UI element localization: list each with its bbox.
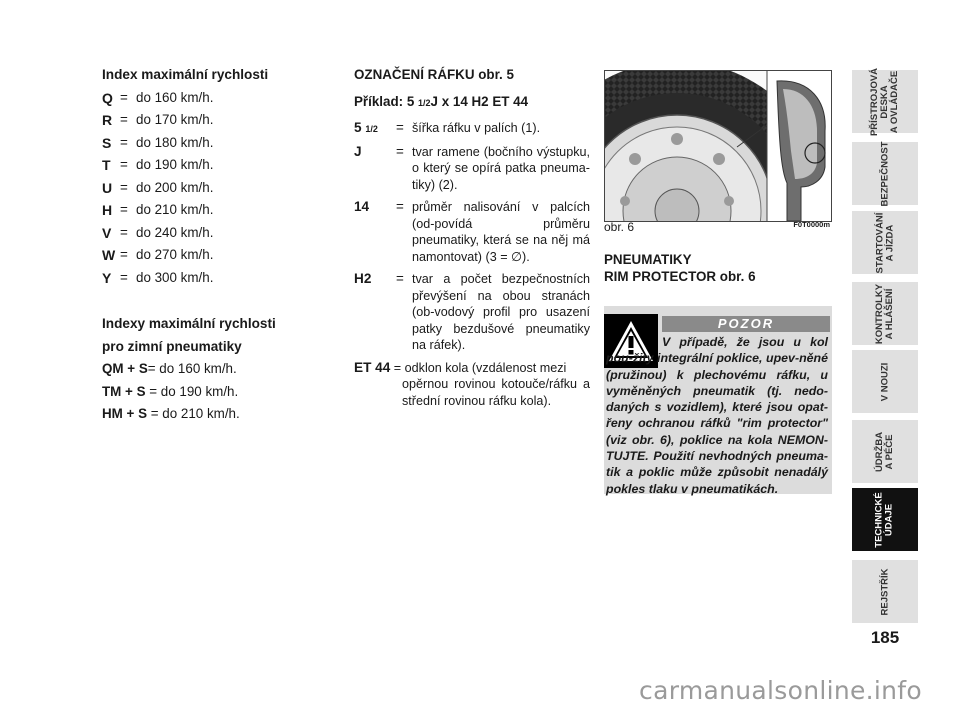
warning-box xyxy=(604,306,832,494)
chapter-tab[interactable] xyxy=(852,282,918,345)
figure-code: F0T0000m xyxy=(793,220,830,229)
chapter-tab[interactable] xyxy=(852,211,918,274)
rim-protector-title-1: PNEUMATIKY xyxy=(604,252,692,267)
chapter-tab-line: TECHNICKÉ xyxy=(873,491,885,548)
speed-index-section xyxy=(102,64,322,426)
chapter-tab-line: DESKA xyxy=(879,84,891,119)
rim-def-term xyxy=(354,144,396,194)
speed-eq: = xyxy=(120,157,128,172)
chapter-tab-line: A JÍZDA xyxy=(884,224,895,261)
rim-def-desc: průměr nalisování v palcích (od-povídá průměru pneumatiky, která se na něj má namontovat) (3 = ∅). xyxy=(412,200,590,264)
chapter-tab-line: REJSTŘÍK xyxy=(878,568,890,615)
rim-def-frac: 1/2 xyxy=(365,124,378,134)
chapter-tab-label xyxy=(880,141,890,206)
speed-eq: = xyxy=(120,179,128,195)
chapter-tab-line: PŘÍSTROJOVÁ xyxy=(869,67,881,136)
speed-value: do 300 km/h. xyxy=(136,269,214,285)
speed-code: T xyxy=(102,157,111,173)
speed-index-row xyxy=(102,87,322,110)
speed-code: Q xyxy=(102,89,113,106)
chapter-tab-label xyxy=(880,568,890,615)
watermark: carmanualsonline.info xyxy=(639,676,922,705)
speed-index-row xyxy=(102,199,322,222)
speed-value: do 170 km/h. xyxy=(136,112,214,127)
chapter-tab-label xyxy=(870,67,900,135)
chapter-tab[interactable] xyxy=(852,67,918,136)
chapter-tab-label xyxy=(880,362,890,401)
winter-code: QM + S xyxy=(102,361,148,376)
speed-index-title: Index maximální rychlosti xyxy=(102,67,269,82)
speed-code: V xyxy=(102,224,112,241)
speed-code: Y xyxy=(102,269,112,286)
chapter-tab-line: A HLÁŠENÍ xyxy=(883,288,895,339)
speed-value: do 270 km/h. xyxy=(136,247,214,262)
rim-example xyxy=(354,91,590,115)
rim-def-eq: = xyxy=(396,271,404,286)
chapter-tab[interactable] xyxy=(852,350,918,413)
speed-index-row xyxy=(102,132,322,155)
rim-def-et xyxy=(354,360,590,410)
speed-eq: = xyxy=(120,269,128,285)
speed-code: H xyxy=(102,202,113,218)
winter-value: = do 190 km/h. xyxy=(145,383,239,399)
speed-code: U xyxy=(102,179,113,196)
chapter-tab-line: V NOUZI xyxy=(879,362,890,401)
tire-rim-illustration xyxy=(605,71,832,222)
rim-def-desc: tvar ramene (bočního výstupku, o který se opírá patka pneuma-tiky) (2). xyxy=(412,144,590,192)
warning-text: V případě, že jsou u kol pou-žity integrální poklice, upev-něné (pružinou) k plechovému ráfku, u vyměněných pneumatik (tj. nedo-daných s vozidlem), které jsou opat-řeny ochranou ráfků "rim protector" (viz obr. 6), poklice na kola NEMON-TUJTE. Použití nevhodných pneuma-tik a poklic může způsobit nenadálý pokles tlaku v pneumatikách. xyxy=(606,335,828,496)
rim-protector-title-2: RIM PROTECTOR obr. 6 xyxy=(604,268,756,284)
speed-eq: = xyxy=(120,247,128,262)
rim-def-term-text: J xyxy=(354,143,362,159)
rim-def-desc: šířka ráfku v palích (1). xyxy=(412,121,541,135)
rim-example-prefix: Příklad: 5 xyxy=(354,93,419,109)
speed-value: do 240 km/h. xyxy=(136,224,214,240)
winter-code: HM + S xyxy=(102,406,148,421)
speed-index-row xyxy=(102,267,322,290)
chapter-tab-line: A PÉČE xyxy=(883,433,895,470)
page-number: 185 xyxy=(870,628,900,647)
chapter-tab[interactable] xyxy=(852,560,918,623)
rim-def-desc: tvar a počet bezpečnostních převýšení na obou stranách (ob-vodový profil pro usazení patky bezdušové pneumatiky na ráfek). xyxy=(412,272,590,352)
rim-def-term xyxy=(354,120,396,138)
speed-value: do 210 km/h. xyxy=(136,202,214,217)
winter-index-title-1: Indexy maximální rychlosti xyxy=(102,316,276,331)
figure-caption xyxy=(604,220,832,236)
rim-protector-title xyxy=(604,252,832,285)
warning-label: POZOR xyxy=(662,316,830,332)
rim-def-et-term: ET 44 xyxy=(354,359,391,375)
chapter-tab-label xyxy=(875,431,895,471)
rim-definition xyxy=(354,120,590,138)
speed-value: do 180 km/h. xyxy=(136,134,214,150)
rim-def-term xyxy=(354,271,396,354)
chapter-tab-line: ÚDAJE xyxy=(883,503,895,536)
rim-definition xyxy=(354,199,590,265)
speed-eq: = xyxy=(120,134,128,150)
chapter-tab[interactable] xyxy=(852,488,918,551)
rim-marking-title: OZNAČENÍ RÁFKU obr. 5 xyxy=(354,67,514,82)
speed-code: S xyxy=(102,134,112,151)
speed-index-row xyxy=(102,222,322,245)
speed-code: W xyxy=(102,247,116,263)
winter-index-title-2: pro zimní pneumatiky xyxy=(102,338,242,354)
chapter-tab-line: ÚDRŽBA xyxy=(873,431,885,472)
rim-marking-section xyxy=(354,64,590,409)
speed-value: do 200 km/h. xyxy=(136,179,214,195)
winter-value: = do 210 km/h. xyxy=(147,406,240,421)
rim-def-term-text: H2 xyxy=(354,271,372,286)
rim-def-et-first: = odklon kola (vzdálenost mezi xyxy=(390,360,567,375)
rim-definition xyxy=(354,144,590,194)
chapter-tab-line: STARTOVÁNÍ xyxy=(874,212,885,273)
winter-index-row xyxy=(102,358,322,381)
rim-def-eq: = xyxy=(396,143,404,159)
figure-caption-text: obr. 6 xyxy=(604,220,635,234)
chapter-tab-line: A OVLÁDAČE xyxy=(889,70,901,133)
tire-rim-figure xyxy=(604,70,832,222)
rim-def-et-rest: opěrnou rovinou kotouče/ráfku a střední rovinou ráfku kola). xyxy=(402,377,590,408)
winter-code: TM + S xyxy=(102,383,146,399)
speed-value: do 160 km/h. xyxy=(136,89,214,105)
speed-eq: = xyxy=(120,89,128,105)
chapter-tab-line: BEZPEČNOST xyxy=(879,141,890,206)
winter-index-row xyxy=(102,403,322,426)
speed-code: R xyxy=(102,112,113,128)
winter-index-list xyxy=(102,358,322,426)
rim-def-term xyxy=(354,199,396,265)
rim-def-term-text: 5 xyxy=(354,120,366,135)
chapter-tab-label xyxy=(875,492,895,547)
speed-index-row xyxy=(102,154,322,177)
rim-def-eq: = xyxy=(396,199,404,214)
chapter-tab[interactable] xyxy=(852,420,918,483)
speed-index-row xyxy=(102,177,322,200)
speed-value: do 190 km/h. xyxy=(136,157,214,172)
chapter-tab-line: KONTROLKY xyxy=(873,283,885,344)
rim-example-frac: 1/2 xyxy=(418,97,431,108)
winter-value: = do 160 km/h. xyxy=(147,361,237,376)
rim-definition xyxy=(354,271,590,354)
rim-def-term-text: 14 xyxy=(354,199,370,214)
speed-index-list xyxy=(102,87,322,290)
speed-index-row xyxy=(102,244,322,267)
winter-index-row xyxy=(102,381,322,404)
chapter-tab-label xyxy=(875,283,895,343)
speed-eq: = xyxy=(120,224,128,240)
rim-example-suffix: J x 14 H2 ET 44 xyxy=(430,93,529,109)
chapter-tab[interactable] xyxy=(852,142,918,205)
chapter-tab-label xyxy=(875,212,895,273)
rim-definitions xyxy=(354,120,590,354)
speed-eq: = xyxy=(120,202,128,217)
speed-eq: = xyxy=(120,112,128,127)
rim-def-eq: = xyxy=(396,120,404,135)
speed-index-row xyxy=(102,109,322,132)
